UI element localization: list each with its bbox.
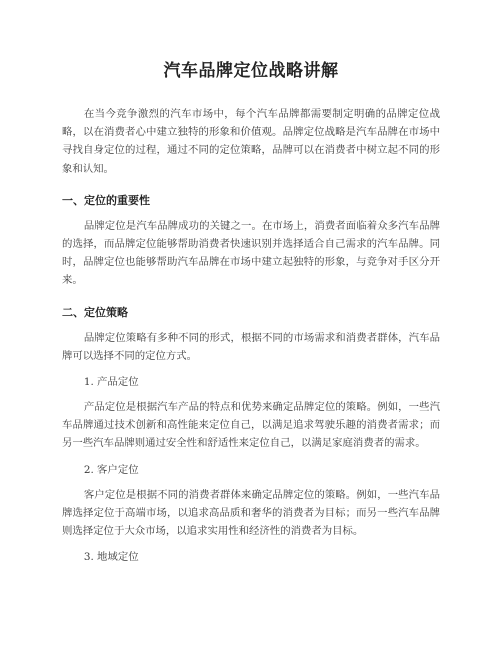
importance-paragraph: 品牌定位是汽车品牌成功的关键之一。在市场上，消费者面临着众多汽车品牌的选择，而品牌定位能够帮助消费者快速识别并选择适合自己需求的汽车品牌。同时，品牌定位也能够帮助汽车品牌在市场中建立起独特的形象，与竞争对手区分开来。 bbox=[62, 219, 440, 287]
strategy-paragraph: 品牌定位策略有多种不同的形式，根据不同的市场需求和消费者群体，汽车品牌可以选择不同的定位方式。 bbox=[62, 331, 440, 362]
customer-positioning-paragraph: 客户定位是根据不同的消费者群体来确定品牌定位的策略。例如，一些汽车品牌选择定位于高端市场，以追求高品质和奢华的消费者为目标；而另一些汽车品牌则选择定位于大众市场，以追求实用性和经济性的消费者为目标。 bbox=[62, 488, 440, 538]
subheading-customer-positioning: 2. 客户定位 bbox=[83, 463, 139, 476]
document-title: 汽车品牌定位战略讲解 bbox=[163, 61, 339, 81]
intro-paragraph: 在当今竞争激烈的汽车市场中，每个汽车品牌都需要制定明确的品牌定位战略，以在消费者心中建立独特的形象和价值观。品牌定位战略是汽车品牌在市场中寻找自身定位的过程，通过不同的定位策略，品牌可以在消费者中树立起不同的形象和认知。 bbox=[62, 108, 440, 175]
section-heading-importance: 一、定位的重要性 bbox=[62, 193, 150, 207]
subheading-regional-positioning: 3. 地域定位 bbox=[83, 551, 139, 564]
subheading-product-positioning: 1. 产品定位 bbox=[83, 376, 139, 389]
product-positioning-paragraph: 产品定位是根据汽车产品的特点和优势来确定品牌定位的策略。例如，一些汽车品牌通过技术创新和高性能来定位自己，以满足追求驾驶乐趣的消费者需求；而另一些汽车品牌则通过安全性和舒适性来定位自己，以满足家庭消费者的需求。 bbox=[62, 401, 440, 450]
section-heading-strategy: 二、定位策略 bbox=[62, 305, 128, 319]
